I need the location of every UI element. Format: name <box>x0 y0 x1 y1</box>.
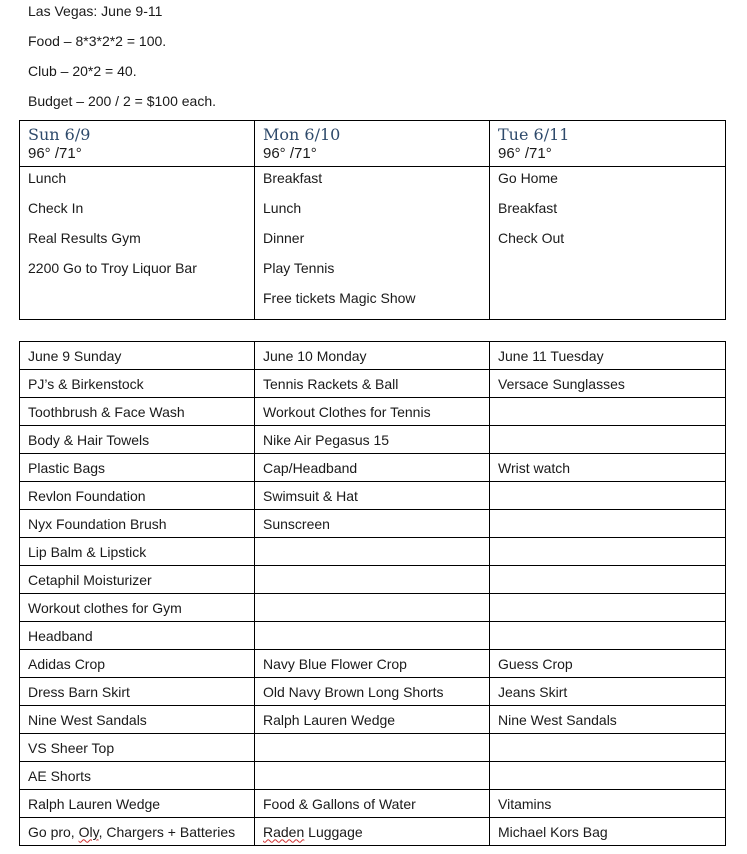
packing-cell <box>490 538 726 566</box>
packing-cell: AE Shorts <box>20 762 255 790</box>
packing-row <box>20 734 726 762</box>
club-budget-note: Club – 20*2 = 40. <box>28 63 137 79</box>
packing-cell: Adidas Crop <box>20 650 255 678</box>
activity-item: Free tickets Magic Show <box>263 290 416 306</box>
day-temperature: 96° /71° <box>263 145 317 162</box>
packing-list-body <box>20 342 726 846</box>
food-budget-note: Food – 8*3*2*2 = 100. <box>28 33 167 49</box>
packing-cell: Nyx Foundation Brush <box>20 510 255 538</box>
packing-cell: Nine West Sandals <box>490 706 726 734</box>
packing-cell: Navy Blue Flower Crop <box>255 650 490 678</box>
packing-cell: Versace Sunglasses <box>490 370 726 398</box>
activity-item: Breakfast <box>498 200 558 216</box>
packing-row <box>20 510 726 538</box>
packing-cell: June 9 Sunday <box>20 342 255 370</box>
packing-cell <box>255 538 490 566</box>
trip-title: Las Vegas: June 9-11 <box>28 3 163 19</box>
activities-sunday <box>20 167 255 320</box>
packing-cell: Food & Gallons of Water <box>255 790 490 818</box>
day-title: Sun 6/9 <box>28 125 91 144</box>
packing-row <box>20 706 726 734</box>
packing-cell: Nine West Sandals <box>20 706 255 734</box>
packing-list-table <box>19 341 726 846</box>
packing-cell <box>490 762 726 790</box>
packing-cell: Old Navy Brown Long Shorts <box>255 678 490 706</box>
activity-item: Play Tennis <box>263 260 335 276</box>
packing-cell: Michael Kors Bag <box>490 818 726 846</box>
packing-cell: Raden Luggage <box>255 818 490 846</box>
packing-cell <box>490 426 726 454</box>
day-header-tuesday <box>490 121 726 167</box>
packing-cell: June 10 Monday <box>255 342 490 370</box>
activities-monday <box>255 167 490 320</box>
packing-cell: Nike Air Pegasus 15 <box>255 426 490 454</box>
packing-cell: Plastic Bags <box>20 454 255 482</box>
packing-row <box>20 482 726 510</box>
day-header-monday <box>255 121 490 167</box>
packing-cell <box>255 594 490 622</box>
itinerary-header-row <box>20 121 726 167</box>
activity-item: Lunch <box>28 170 67 186</box>
activity-item: Real Results Gym <box>28 230 141 246</box>
packing-cell: Go pro, Oly, Chargers + Batteries <box>20 818 255 846</box>
day-title: Tue 6/11 <box>498 125 570 144</box>
activity-item: Check In <box>28 200 84 216</box>
packing-cell <box>490 566 726 594</box>
packing-cell <box>490 734 726 762</box>
activity-item <box>498 289 725 319</box>
packing-cell <box>255 622 490 650</box>
packing-cell: Vitamins <box>490 790 726 818</box>
packing-cell <box>255 734 490 762</box>
packing-row <box>20 594 726 622</box>
activity-item: Breakfast <box>263 170 323 186</box>
packing-cell <box>490 510 726 538</box>
packing-cell: Sunscreen <box>255 510 490 538</box>
packing-cell: Toothbrush & Face Wash <box>20 398 255 426</box>
day-temperature: 96° /71° <box>28 145 82 162</box>
packing-row <box>20 566 726 594</box>
packing-cell: Cetaphil Moisturizer <box>20 566 255 594</box>
activity-item <box>28 289 254 319</box>
packing-row <box>20 370 726 398</box>
spellcheck-flag: Oly <box>78 823 99 840</box>
packing-cell <box>490 482 726 510</box>
packing-cell: Cap/Headband <box>255 454 490 482</box>
packing-row <box>20 454 726 482</box>
packing-cell: Workout clothes for Gym <box>20 594 255 622</box>
day-temperature: 96° /71° <box>498 145 552 162</box>
packing-cell: Swimsuit & Hat <box>255 482 490 510</box>
spellcheck-flag: Raden <box>263 823 305 840</box>
packing-cell: Dress Barn Skirt <box>20 678 255 706</box>
itinerary-table <box>19 120 726 320</box>
packing-row <box>20 622 726 650</box>
packing-cell <box>255 566 490 594</box>
packing-cell: Ralph Lauren Wedge <box>20 790 255 818</box>
activity-item: Lunch <box>263 200 302 216</box>
itinerary-activities-row <box>20 167 726 320</box>
packing-cell: Workout Clothes for Tennis <box>255 398 490 426</box>
packing-cell: Revlon Foundation <box>20 482 255 510</box>
packing-cell: Tennis Rackets & Ball <box>255 370 490 398</box>
activity-item: Check Out <box>498 230 565 246</box>
packing-row <box>20 790 726 818</box>
packing-cell: Ralph Lauren Wedge <box>255 706 490 734</box>
packing-cell: June 11 Tuesday <box>490 342 726 370</box>
packing-cell: Jeans Skirt <box>490 678 726 706</box>
activity-item <box>498 259 725 289</box>
packing-row <box>20 678 726 706</box>
packing-cell: Lip Balm & Lipstick <box>20 538 255 566</box>
packing-cell: Wrist watch <box>490 454 726 482</box>
packing-cell <box>490 622 726 650</box>
total-budget-note: Budget – 200 / 2 = $100 each. <box>28 93 216 109</box>
activity-item: Dinner <box>263 230 305 246</box>
day-title: Mon 6/10 <box>263 125 341 144</box>
activities-tuesday <box>490 167 726 320</box>
packing-row <box>20 818 726 846</box>
packing-cell: Guess Crop <box>490 650 726 678</box>
packing-cell <box>490 398 726 426</box>
packing-row <box>20 762 726 790</box>
packing-cell <box>255 762 490 790</box>
packing-header-row <box>20 342 726 370</box>
packing-row <box>20 538 726 566</box>
activity-item: 2200 Go to Troy Liquor Bar <box>28 260 197 276</box>
activity-item: Go Home <box>498 170 558 186</box>
day-header-sunday <box>20 121 255 167</box>
packing-cell <box>490 594 726 622</box>
packing-row <box>20 650 726 678</box>
packing-cell: Body & Hair Towels <box>20 426 255 454</box>
packing-row <box>20 398 726 426</box>
packing-cell: PJ’s & Birkenstock <box>20 370 255 398</box>
packing-cell: Headband <box>20 622 255 650</box>
packing-row <box>20 426 726 454</box>
packing-cell: VS Sheer Top <box>20 734 255 762</box>
